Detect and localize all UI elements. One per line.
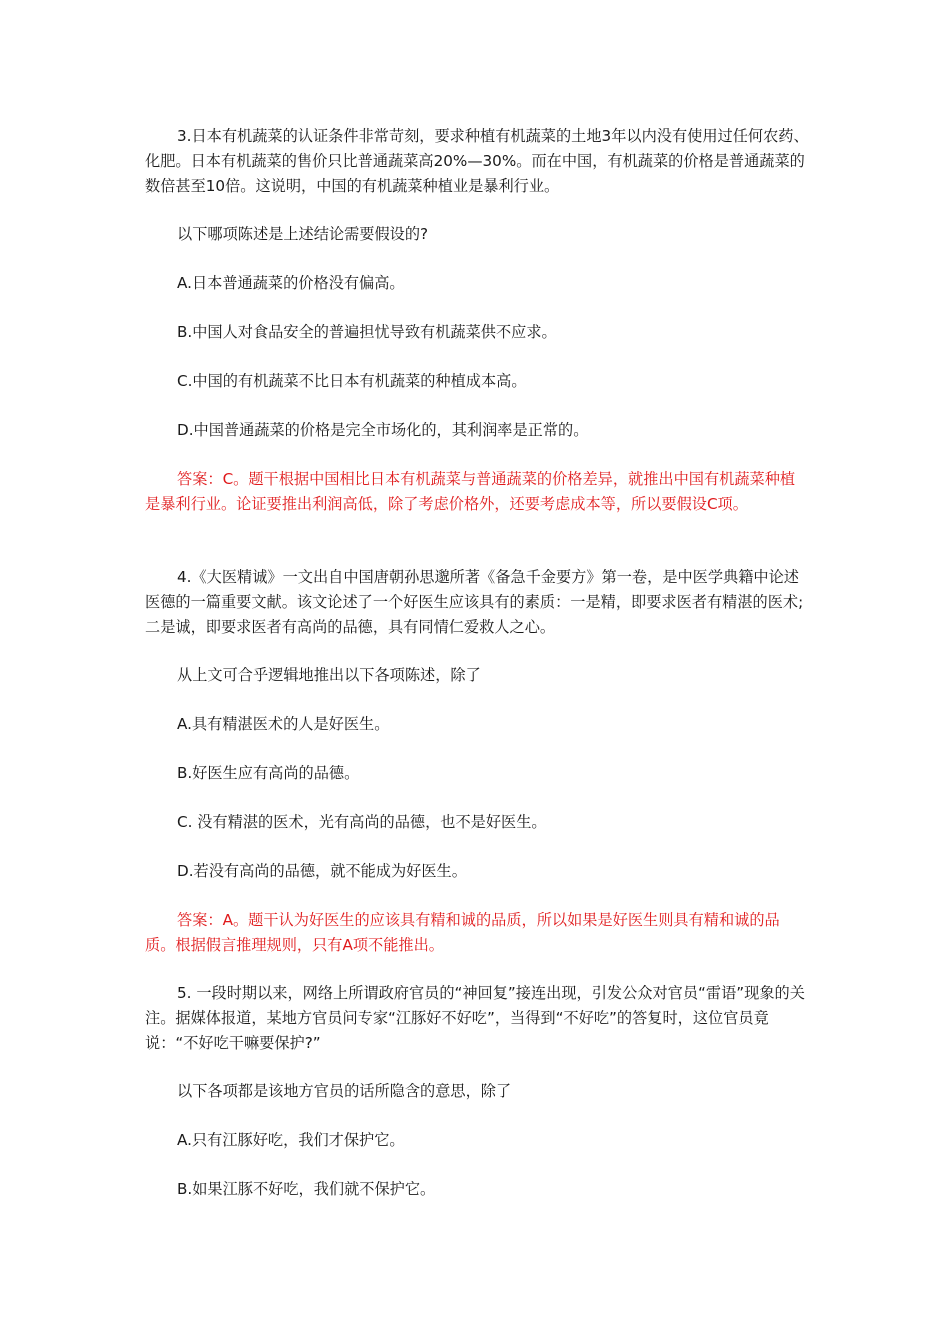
question-5-option-b: B.如果江豚不好吃，我们就不保护它。 xyxy=(177,1180,436,1198)
question-4-option-a: A.具有精湛医术的人是好医生。 xyxy=(177,715,390,733)
question-3-option-b: B.中国人对食品安全的普遍担忧导致有机蔬菜供不应求。 xyxy=(177,323,557,341)
question-5-stem: 5. 一段时期以来，网络上所谓政府官员的“神回复”接连出现，引发公众对官员“雷语”现象的关注。据媒体报道，某地方官员问专家“江豚好不好吃”，当得到“不好吃”的答复时，这位官员竟说：“不好吃干嘛要保护?” xyxy=(145,984,805,1052)
question-4-option-d: D.若没有高尚的品德，就不能成为好医生。 xyxy=(177,862,467,880)
question-5-prompt: 以下各项都是该地方官员的话所隐含的意思，除了 xyxy=(177,1082,512,1100)
question-3-prompt: 以下哪项陈述是上述结论需要假设的? xyxy=(177,225,429,243)
question-5-option-a: A.只有江豚好吃，我们才保护它。 xyxy=(177,1131,405,1149)
question-3-answer: 答案：C。题干根据中国相比日本有机蔬菜与普通蔬菜的价格差异，就推出中国有机蔬菜种植是暴利行业。论证要推出利润高低，除了考虑价格外，还要考虑成本等，所以要假设C项。 xyxy=(145,470,796,513)
question-4-option-c: C. 没有精湛的医术，光有高尚的品德，也不是好医生。 xyxy=(177,813,547,831)
question-4-option-b: B.好医生应有高尚的品德。 xyxy=(177,764,360,782)
question-4-stem: 4.《大医精诚》一文出自中国唐朝孙思邈所著《备急千金要方》第一卷，是中医学典籍中论述医德的一篇重要文献。该文论述了一个好医生应该具有的素质：一是精，即要求医者有精湛的医术;二是诚，即要求医者有高尚的品德，具有同情仁爱救人之心。 xyxy=(145,568,804,636)
question-3-option-d: D.中国普通蔬菜的价格是完全市场化的，其利润率是正常的。 xyxy=(177,421,589,439)
question-4-answer: 答案：A。题干认为好医生的应该具有精和诚的品质，所以如果是好医生则具有精和诚的品质。根据假言推理规则，只有A项不能推出。 xyxy=(145,911,780,954)
question-3-option-a: A.日本普通蔬菜的价格没有偏高。 xyxy=(177,274,405,292)
question-4-prompt: 从上文可合乎逻辑地推出以下各项陈述，除了 xyxy=(177,666,481,684)
question-3-stem: 3.日本有机蔬菜的认证条件非常苛刻，要求种植有机蔬菜的土地3年以内没有使用过任何农药、化肥。日本有机蔬菜的售价只比普通蔬菜高20%—30%。而在中国，有机蔬菜的价格是普通蔬菜的数倍甚至10倍。这说明，中国的有机蔬菜种植业是暴利行业。 xyxy=(145,127,809,195)
question-3-option-c: C.中国的有机蔬菜不比日本有机蔬菜的种植成本高。 xyxy=(177,372,527,390)
